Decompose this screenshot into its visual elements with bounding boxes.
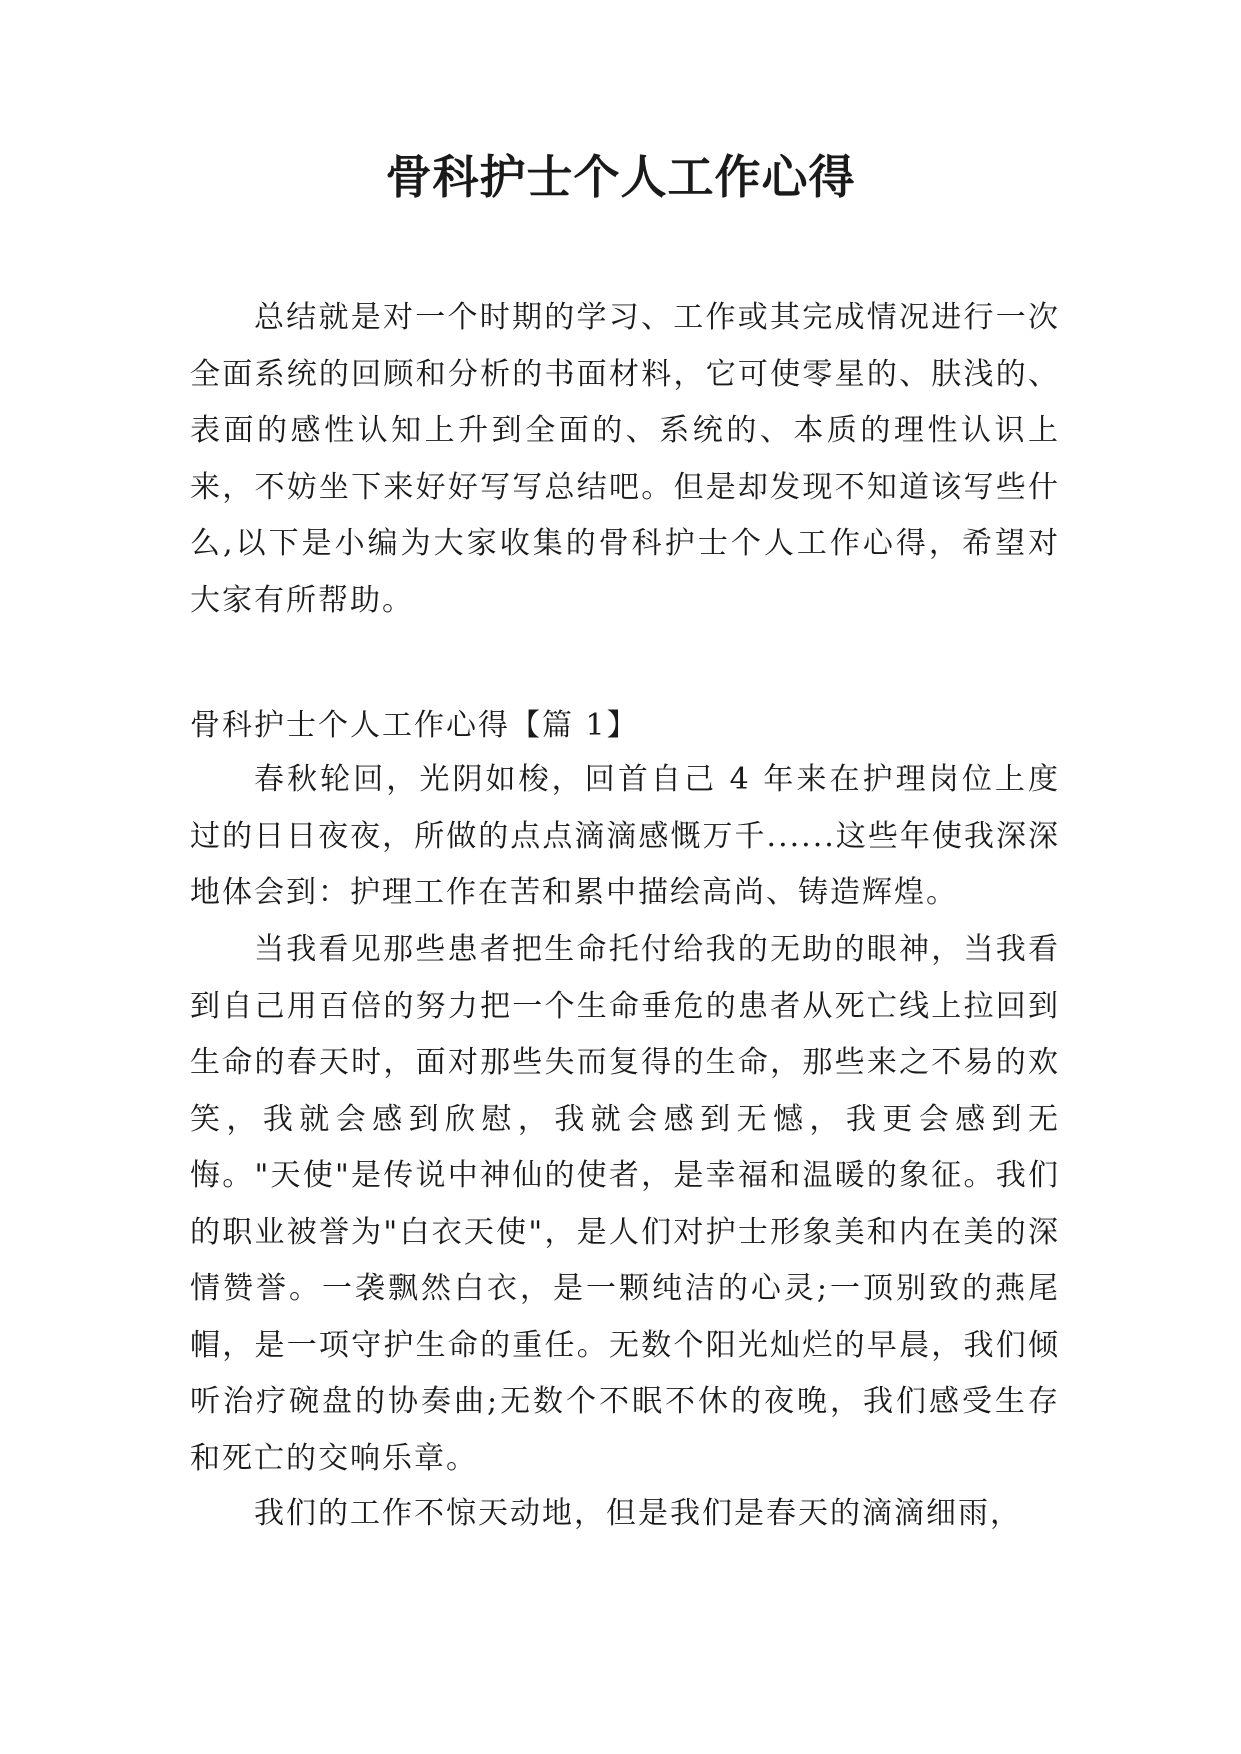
document-title: 骨科护士个人工作心得 [385, 150, 856, 204]
section-heading: 骨科护士个人工作心得【篇 1】 [190, 708, 639, 743]
body-paragraph-2: 当我看见那些患者把生命托付给我的无助的眼神，当我看到自己用百倍的努力把一个生命垂危的患者从死亡线上拉回到生命的春天时，面对那些失而复得的生命，那些来之不易的欢笑，我就会感到欣慰，我就会感到无憾，我更会感到无悔。"天使"是传说中神仙的使者，是幸福和温暖的象征。我们的职业被誉为"白衣天使"，是人们对护士形象美和内在美的深情赞誉。一袭飘然白衣，是一颗纯洁的心灵;一顶别致的燕尾帽，是一项守护生命的重任。无数个阳光灿烂的早晨，我们倾听治疗碗盘的协奏曲;无数个不眠不休的夜晚，我们感受生存和死亡的交响乐章。 [190, 932, 1060, 1476]
intro-paragraph: 总结就是对一个时期的学习、工作或其完成情况进行一次全面系统的回顾和分析的书面材料，它可使零星的、肤浅的、表面的感性认知上升到全面的、系统的、本质的理性认识上来，不妨坐下来好好写写总结吧。但是却发现不知道该写些什么,以下是小编为大家收集的骨科护士个人工作心得，希望对大家有所帮助。 [190, 300, 1060, 618]
body-paragraph-1: 春秋轮回，光阴如梭，回首自己 4 年来在护理岗位上度过的日日夜夜，所做的点点滴滴感慨万千......这些年使我深深地体会到：护理工作在苦和累中描绘高尚、铸造辉煌。 [190, 762, 1060, 910]
body-paragraph-3: 我们的工作不惊天动地，但是我们是春天的滴滴细雨， [254, 1496, 1022, 1531]
